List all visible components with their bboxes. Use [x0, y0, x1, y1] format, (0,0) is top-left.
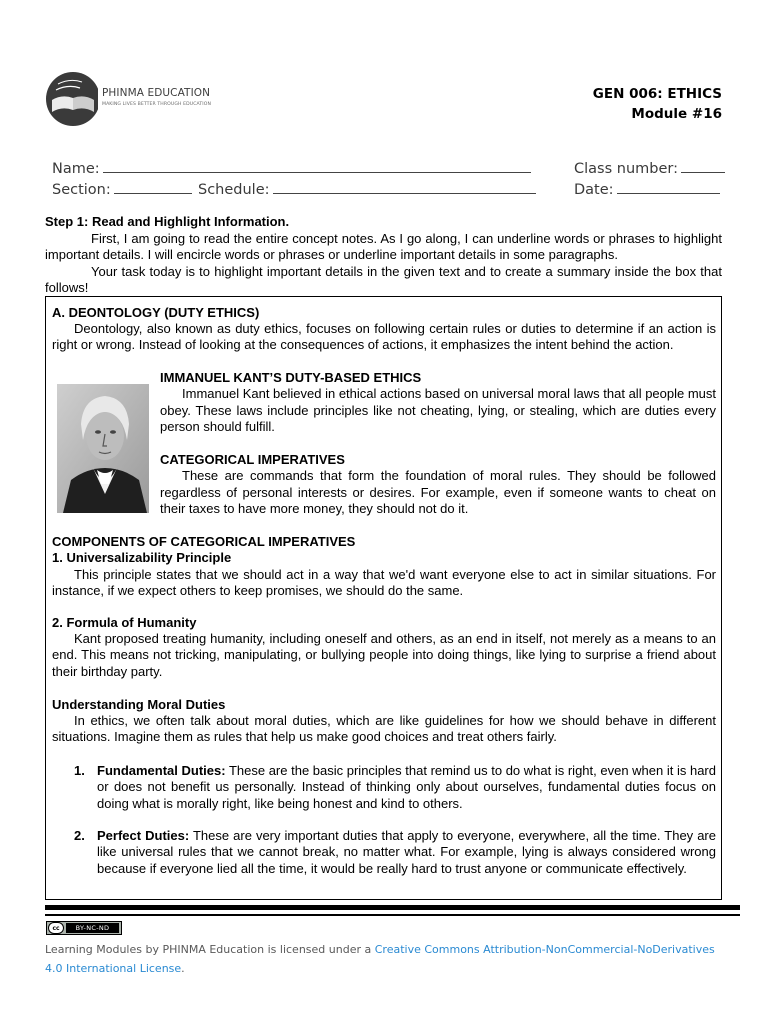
kant-portrait-image [57, 384, 149, 513]
cc-badge-text: BY-NC-ND [66, 923, 119, 933]
duty-label: Perfect Duties: [97, 828, 190, 843]
components-heading: COMPONENTS OF CATEGORICAL IMPERATIVES [52, 534, 356, 549]
phinma-logo [46, 70, 211, 128]
ci-text: These are commands that form the foundation of moral rules. They should be followed regardless of personal interests or desires. For example, even if someone wants to cheat on their taxes to have more money, they should not do it. [160, 468, 716, 517]
section-label: Section: [52, 182, 111, 198]
universalizability-heading: 1. Universalizability Principle [52, 550, 232, 565]
license-text [45, 940, 725, 978]
module-number: Module #16 [631, 105, 722, 122]
name-line[interactable] [103, 158, 531, 173]
schedule-line[interactable] [273, 179, 536, 194]
license-suffix: . [181, 962, 185, 975]
cc-icon: cc [48, 922, 64, 934]
schedule-field[interactable] [198, 179, 536, 198]
list-number: 1. [74, 763, 85, 778]
duty-text: These are very important duties that apply to everyone, everywhere, all the time. They are like universal rules that we cannot break, no matter what. For example, lying is always considered wrong because if everyone lied all the time, it would be really hard to trust anyone or communicate effectively. [97, 828, 716, 876]
ci-heading: CATEGORICAL IMPERATIVES [160, 452, 345, 467]
list-item [74, 828, 716, 877]
deontology-text: Deontology, also known as duty ethics, focuses on following certain rules or duties to determine if an action is right or wrong. Instead of looking at the consequences of actions, it emphasizes the intent behind the action. [52, 321, 716, 353]
footer-rule-thin [45, 914, 740, 916]
step-title: Step 1: Read and Highlight Information. [45, 214, 290, 229]
logo-name: PHINMA EDUCATION [102, 87, 211, 99]
deontology-heading: A. DEONTOLOGY (DUTY ETHICS) [52, 305, 260, 320]
schedule-label: Schedule: [198, 182, 270, 198]
course-header [593, 85, 722, 124]
license-link[interactable]: Creative Commons Attribution-NonCommercial-NoDerivatives 4.0 International License [45, 943, 715, 975]
date-label: Date: [574, 182, 614, 198]
date-line[interactable] [617, 179, 720, 194]
duty-text: These are the basic principles that remind us to do what is right, even when it is hard or does not benefit us personally. Instead of thinking only about ourselves, fundamental duties focus on doing what is morally right, like being honest and kind to others. [97, 763, 716, 811]
universalizability-text: This principle states that we should act in a way that we'd want everyone else to act in similar situations. For instance, if we expect others to keep promises, we should do the same. [52, 567, 716, 599]
class-number-label: Class number: [574, 161, 678, 177]
kant-section [160, 370, 716, 436]
ci-section [160, 452, 716, 518]
name-field[interactable] [52, 158, 531, 177]
moral-duties-heading: Understanding Moral Duties [52, 697, 226, 712]
class-number-line[interactable] [681, 158, 725, 173]
list-number: 2. [74, 828, 85, 843]
moral-duties-text: In ethics, we often talk about moral duties, which are like guidelines for how we should behave in different situations. Imagine them as rules that help us make good choices and treat others fairly. [52, 713, 716, 745]
footer-rule-thick [45, 905, 740, 910]
cc-license-badge[interactable] [46, 921, 122, 935]
kant-text: Immanuel Kant believed in ethical actions based on universal moral laws that all people must obey. These laws include principles like not cheating, lying, or stealing, which are duties every person should fulfill. [160, 386, 717, 435]
logo-tagline: MAKING LIVES BETTER THROUGH EDUCATION [102, 102, 212, 107]
humanity-heading: 2. Formula of Humanity [52, 615, 197, 630]
duty-label: Fundamental Duties: [97, 763, 226, 778]
date-field[interactable] [574, 179, 720, 198]
list-item [74, 763, 716, 812]
name-label: Name: [52, 161, 100, 177]
class-number-field[interactable] [574, 158, 725, 177]
humanity-text: Kant proposed treating humanity, including oneself and others, as an end in itself, not merely as a means to an end. This means not tricking, manipulating, or bullying people into doing things, like lying to surprise a friend about their birthday party. [52, 631, 716, 679]
section-line[interactable] [114, 179, 192, 194]
course-code: GEN 006: ETHICS [592, 86, 722, 102]
kant-heading: IMMANUEL KANT’S DUTY-BASED ETHICS [160, 370, 422, 385]
step-paragraph-1: First, I am going to read the entire concept notes. As I go along, I can underline words or phrases to highlight important details. I will encircle words or phrases or underline important details in some paragraphs. [45, 231, 722, 262]
license-prefix: Learning Modules by PHINMA Education is licensed under a [45, 943, 375, 956]
phinma-globe-icon [46, 70, 98, 128]
step-paragraph-2: Your task today is to highlight important details in the given text and to create a summary inside the box that follows! [45, 264, 722, 295]
section-field[interactable] [52, 179, 192, 198]
